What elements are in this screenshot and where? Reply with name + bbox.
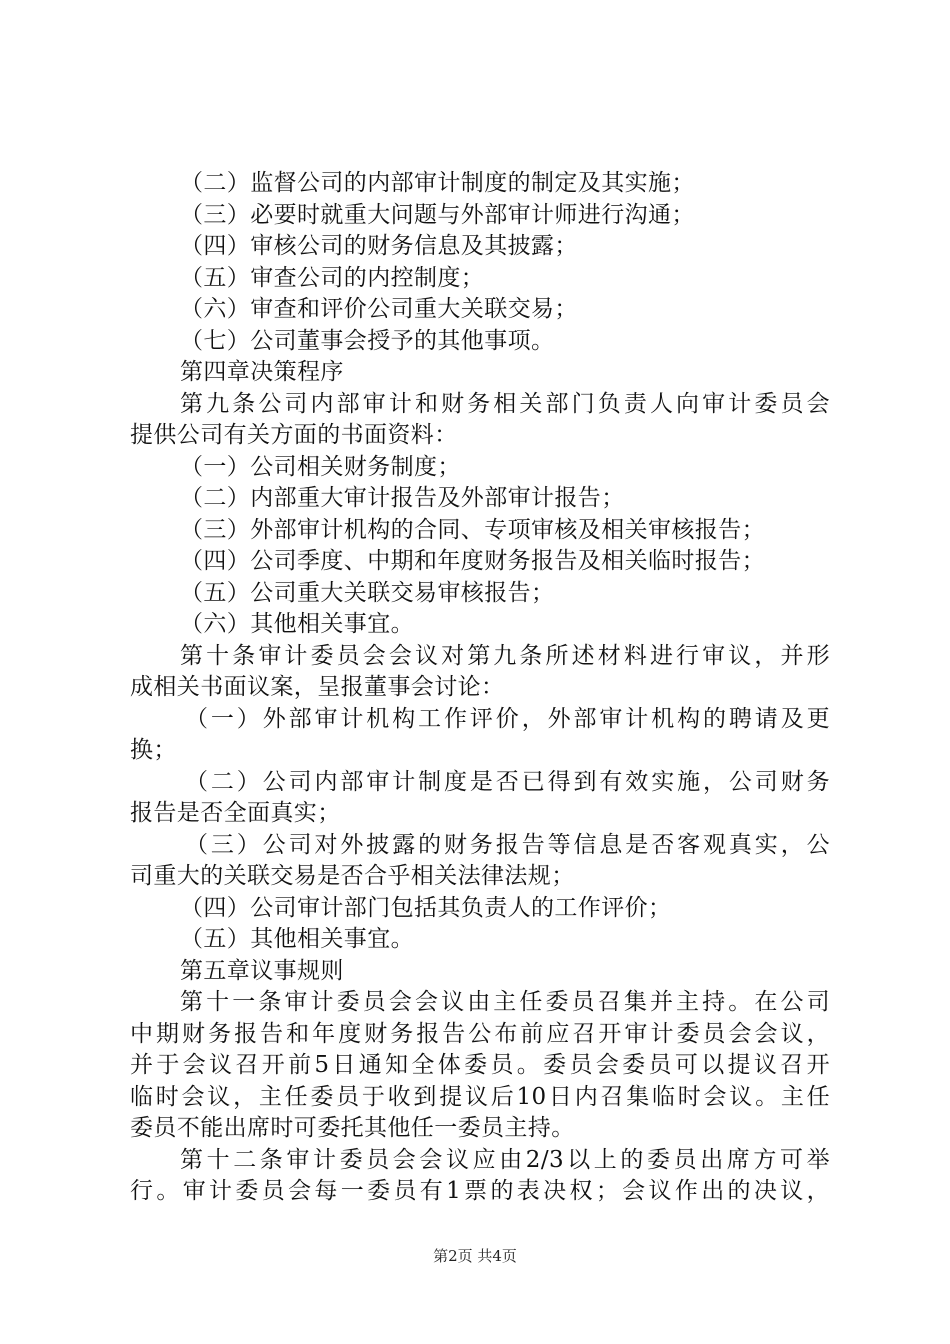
text-line: 委员不能出席时可委托其他任一委员主持。 — [130, 1115, 575, 1141]
text-line: 第四章决策程序 — [180, 359, 344, 385]
text-line: （二）内部重大审计报告及外部审计报告； — [180, 485, 625, 511]
text-line: 报告是否全面真实； — [130, 800, 341, 826]
text-line: 行。审计委员会每一委员有1票的表决权；会议作出的决议， — [130, 1178, 830, 1204]
text-line: 第五章议事规则 — [180, 957, 344, 984]
text-line: （三）必要时就重大问题与外部审计师进行沟通； — [180, 201, 695, 228]
text-line: 司重大的关联交易是否合乎相关法律法规； — [130, 863, 575, 889]
document-body — [130, 168, 830, 1208]
text-line: （三）外部审计机构的合同、专项审核及相关审核报告； — [180, 516, 765, 543]
text-line: （四）公司审计部门包括其负责人的工作评价； — [180, 894, 672, 921]
text-line: 中期财务报告和年度财务报告公布前应召开审计委员会会议， — [130, 1020, 830, 1047]
text-line: （三）公司对外披露的财务报告等信息是否客观真实，公 — [185, 831, 830, 858]
text-line: 换； — [130, 737, 177, 763]
text-line: （一）公司相关财务制度； — [180, 453, 461, 480]
text-line: （二）公司内部审计制度是否已得到有效实施，公司财务 — [185, 768, 830, 795]
text-line: 第十二条审计委员会会议应由2/3以上的委员出席方可举 — [180, 1146, 830, 1173]
text-line: 第九条公司内部审计和财务相关部门负责人向审计委员会 — [180, 390, 830, 417]
text-line: （五）公司重大关联交易审核报告； — [180, 579, 555, 606]
text-line: （四）公司季度、中期和年度财务报告及相关临时报告； — [180, 548, 765, 574]
text-line: （五）其他相关事宜。 — [180, 926, 414, 952]
text-line: （一）外部审计机构工作评价，外部审计机构的聘请及更 — [185, 705, 830, 732]
text-line: 第十条审计委员会会议对第九条所述材料进行审议，并形 — [180, 642, 830, 669]
text-line: （五）审查公司的内控制度； — [180, 264, 485, 291]
text-line: （六）审查和评价公司重大关联交易； — [180, 296, 578, 322]
text-line: 提供公司有关方面的书面资料： — [130, 422, 458, 448]
text-line: 临时会议，主任委员于收到提议后10日内召集临时会议。主任 — [130, 1083, 830, 1110]
text-line: （七）公司董事会授予的其他事项。 — [180, 327, 555, 354]
text-line: （四）审核公司的财务信息及其披露； — [180, 233, 578, 259]
text-line: 第十一条审计委员会会议由主任委员召集并主持。在公司 — [180, 989, 830, 1015]
text-line: （六）其他相关事宜。 — [180, 611, 414, 637]
text-line: 并于会议召开前5日通知全体委员。委员会委员可以提议召开 — [130, 1052, 830, 1078]
page-footer: 第2页 共4页 — [433, 1247, 517, 1265]
text-line: 成相关书面议案，呈报董事会讨论： — [130, 674, 505, 700]
text-line: （二）监督公司的内部审计制度的制定及其实施； — [180, 170, 695, 196]
